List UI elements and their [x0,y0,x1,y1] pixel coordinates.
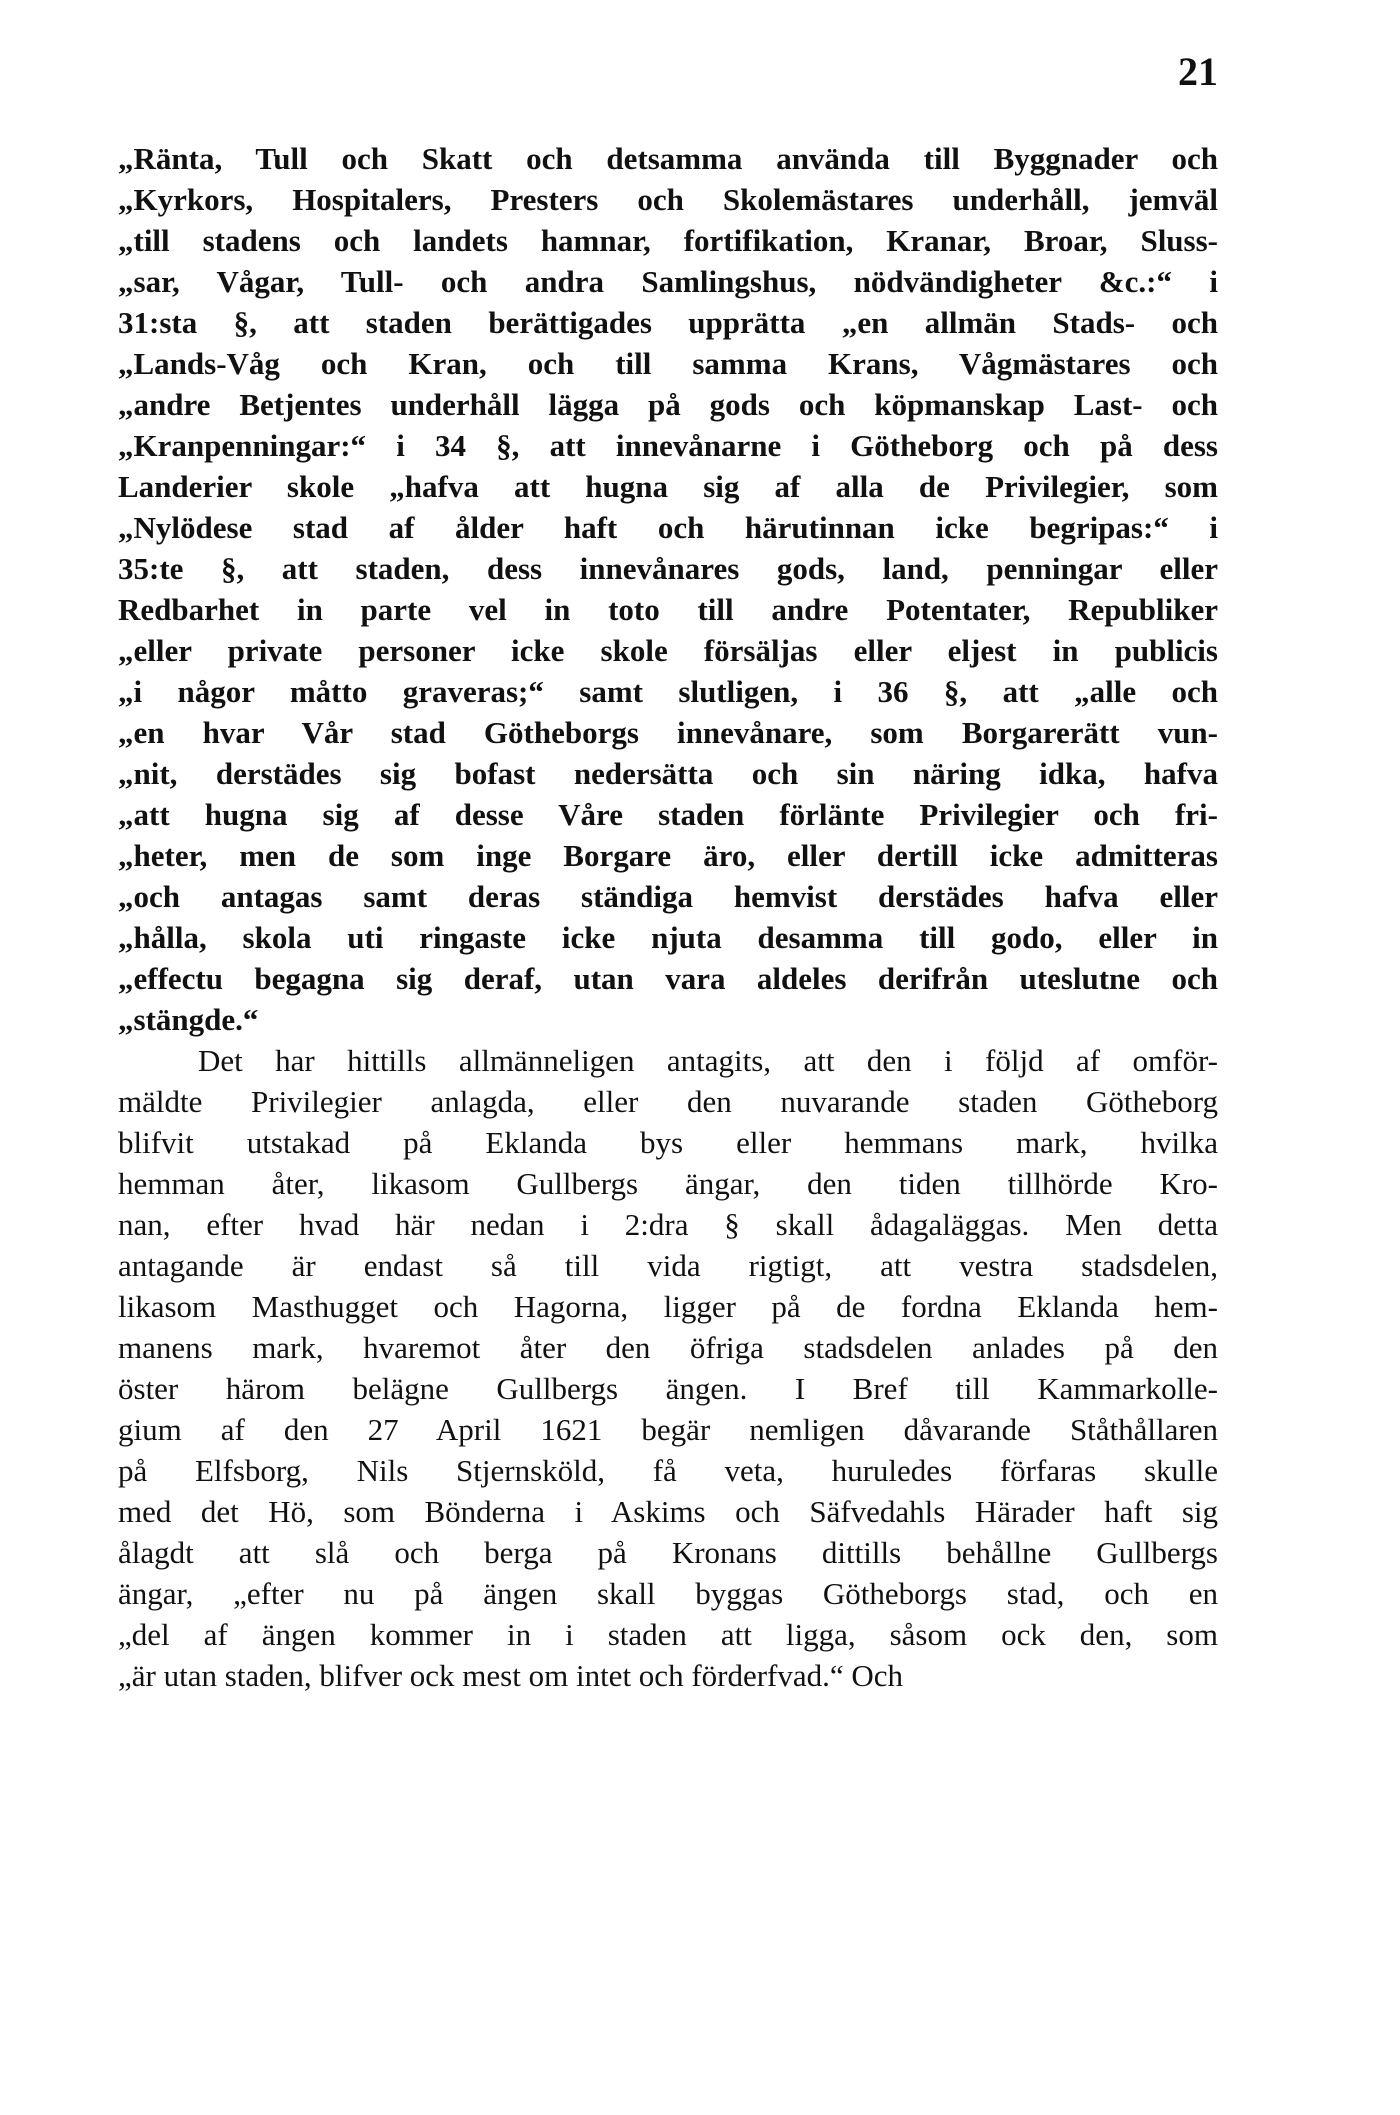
text-line: „i någor måtto graveras;“ samt slutligen, i 36 §, att „alle och [118,674,1218,709]
text-line: blifvit utstakad på Eklanda bys eller hemmans mark, hvilka [118,1125,1218,1160]
text-line: „att hugna sig af desse Våre staden förlänte Privilegier och fri- [118,797,1218,832]
text-line: „och antagas samt deras ständiga hemvist derstädes hafva eller [118,879,1218,914]
text-line: „hålla, skola uti ringaste icke njuta desamma till godo, eller in [118,920,1218,955]
text-line: „är utan staden, blifver ock mest om intet och förderfvad.“ Och [118,1658,904,1693]
text-line: hemman åter, likasom Gullbergs ängar, den tiden tillhörde Kro- [118,1166,1218,1201]
text-line: likasom Masthugget och Hagorna, ligger på de fordna Eklanda hem- [118,1289,1218,1324]
paragraph [118,1040,1218,1696]
text-line: „till stadens och landets hamnar, fortifikation, Kranar, Broar, Sluss- [118,223,1218,258]
text-line: „en hvar Vår stad Götheborgs innevånare, som Borgarerätt vun- [118,715,1218,750]
text-line: gium af den 27 April 1621 begär nemligen dåvarande Ståthållaren [118,1412,1218,1447]
text-line: „del af ängen kommer in i staden att ligga, såsom ock den, som [118,1617,1218,1652]
text-line: „Kyrkors, Hospitalers, Presters och Skolemästares underhåll, jemväl [118,182,1218,217]
text-line: „Nylödese stad af ålder haft och härutinnan icke begripas:“ i [118,510,1218,545]
text-line: Landerier skole „hafva att hugna sig af alla de Privilegier, som [118,469,1218,504]
text-line: „Lands-Våg och Kran, och till samma Krans, Vågmästares och [118,346,1218,381]
text-line: ängar, „efter nu på ängen skall byggas Götheborgs stad, och en [118,1576,1218,1611]
text-line: „effectu begagna sig deraf, utan vara aldeles derifrån uteslutne och [118,961,1218,996]
text-line: på Elfsborg, Nils Stjernsköld, få veta, huruledes förfaras skulle [118,1453,1218,1488]
text-line: „heter, men de som inge Borgare äro, eller dertill icke admitteras [118,838,1218,873]
text-line: manens mark, hvaremot åter den öfriga stadsdelen anlades på den [118,1330,1218,1365]
quoted-passage [118,138,1218,1040]
text-line: nan, efter hvad här nedan i 2:dra § skall ådagaläggas. Men detta [118,1207,1218,1242]
text-line: 31:sta §, att staden berättigades upprätta „en allmän Stads- och [118,305,1218,340]
text-line: med det Hö, som Bönderna i Askims och Säfvedahls Härader haft sig [118,1494,1218,1529]
text-line: „Kranpenningar:“ i 34 §, att innevånarne i Götheborg och på dess [118,428,1218,463]
text-line: antagande är endast så till vida rigtigt, att vestra stadsdelen, [118,1248,1218,1283]
text-line: „eller private personer icke skole försäljas eller eljest in publicis [118,633,1218,668]
text-line: öster härom belägne Gullbergs ängen. I Bref till Kammarkolle- [118,1371,1218,1406]
text-line: „stängde.“ [118,1002,259,1037]
text-line: „sar, Vågar, Tull- och andra Samlingshus, nödvändigheter &c.:“ i [118,264,1218,299]
text-line: „andre Betjentes underhåll lägga på gods och köpmanskap Last- och [118,387,1218,422]
text-line: „nit, derstädes sig bofast nedersätta och sin näring idka, hafva [118,756,1218,791]
text-line: 35:te §, att staden, dess innevånares gods, land, penningar eller [118,551,1218,586]
text-line: Redbarhet in parte vel in toto till andre Potentater, Republiker [118,592,1218,627]
text-line: „Ränta, Tull och Skatt och detsamma använda till Byggnader och [118,141,1218,176]
page-number: 21 [1178,49,1218,94]
text-line: ålagdt att slå och berga på Kronans dittills behållne Gullbergs [118,1535,1218,1570]
text-line: mäldte Privilegier anlagda, eller den nuvarande staden Götheborg [118,1084,1218,1119]
text-line: Det har hittills allmänneligen antagits, att den i följd af omför- [198,1043,1218,1078]
body-text [118,138,1218,1696]
